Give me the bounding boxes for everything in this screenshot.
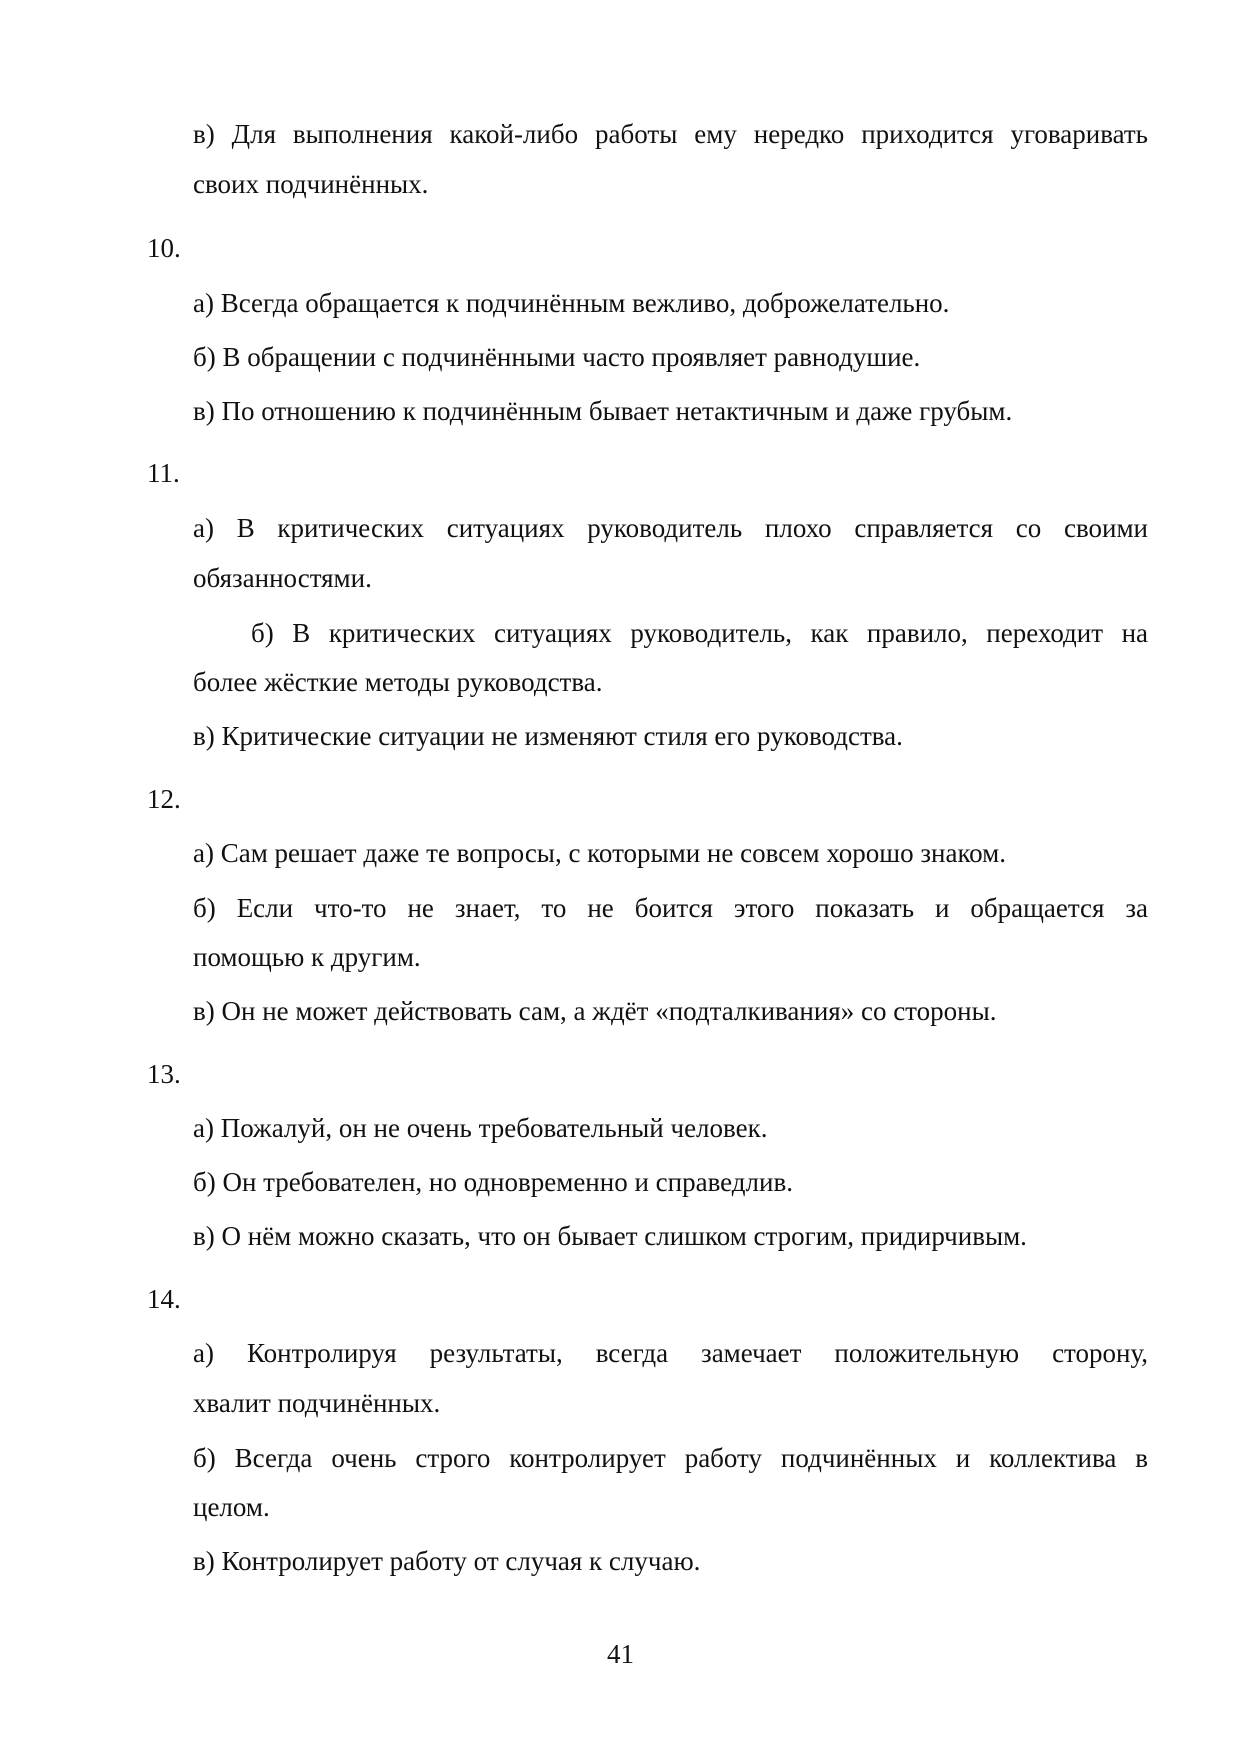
q11-option-a-line1: а) В критических ситуациях руководитель плохо справляется со своими xyxy=(193,513,1148,543)
q10-number: 10. xyxy=(147,233,181,263)
q13-option-b: б) Он требователен, но одновременно и справедлив. xyxy=(193,1167,793,1197)
q11-option-b-line2: более жёсткие методы руководства. xyxy=(193,667,603,697)
q12-option-b-line2: помощью к другим. xyxy=(193,942,421,972)
q12-number: 12. xyxy=(147,784,181,814)
q13-option-a: а) Пожалуй, он не очень требовательный человек. xyxy=(193,1113,768,1143)
q14-option-c: в) Контролирует работу от случая к случаю. xyxy=(193,1546,701,1576)
q12-option-c: в) Он не может действовать сам, а ждёт «подталкивания» со стороны. xyxy=(193,996,997,1026)
q14-number: 14. xyxy=(147,1284,181,1314)
page-number: 41 xyxy=(607,1639,634,1669)
q12-option-b-line1: б) Если что-то не знает, то не боится этого показать и обращается за xyxy=(193,893,1148,923)
q9-option-c-line1: в) Для выполнения какой-либо работы ему нередко приходится уговаривать xyxy=(193,119,1148,149)
q14-option-a-line1: а) Контролируя результаты, всегда замечает положительную сторону, xyxy=(193,1338,1148,1368)
q11-option-a-line2: обязанностями. xyxy=(193,563,372,593)
q10-option-c: в) По отношению к подчинённым бывает нетактичным и даже грубым. xyxy=(193,396,1013,426)
q11-number: 11. xyxy=(147,458,180,488)
q14-option-b-line1: б) Всегда очень строго контролирует работу подчинённых и коллектива в xyxy=(193,1443,1148,1473)
q12-option-a: а) Сам решает даже те вопросы, с которыми не совсем хорошо знаком. xyxy=(193,838,1007,868)
q13-option-c: в) О нём можно сказать, что он бывает слишком строгим, придирчивым. xyxy=(193,1221,1027,1251)
q13-number: 13. xyxy=(147,1059,181,1089)
q14-option-b-line2: целом. xyxy=(193,1492,270,1522)
q10-option-b: б) В обращении с подчинёнными часто проявляет равнодушие. xyxy=(193,342,921,372)
q11-option-c: в) Критические ситуации не изменяют стиля его руководства. xyxy=(193,721,903,751)
q11-option-b-line1: б) В критических ситуациях руководитель, как правило, переходит на xyxy=(251,618,1148,648)
q10-option-a: а) Всегда обращается к подчинённым вежливо, доброжелательно. xyxy=(193,288,950,318)
q9-option-c-line2: своих подчинённых. xyxy=(193,169,429,199)
q14-option-a-line2: хвалит подчинённых. xyxy=(193,1388,441,1418)
